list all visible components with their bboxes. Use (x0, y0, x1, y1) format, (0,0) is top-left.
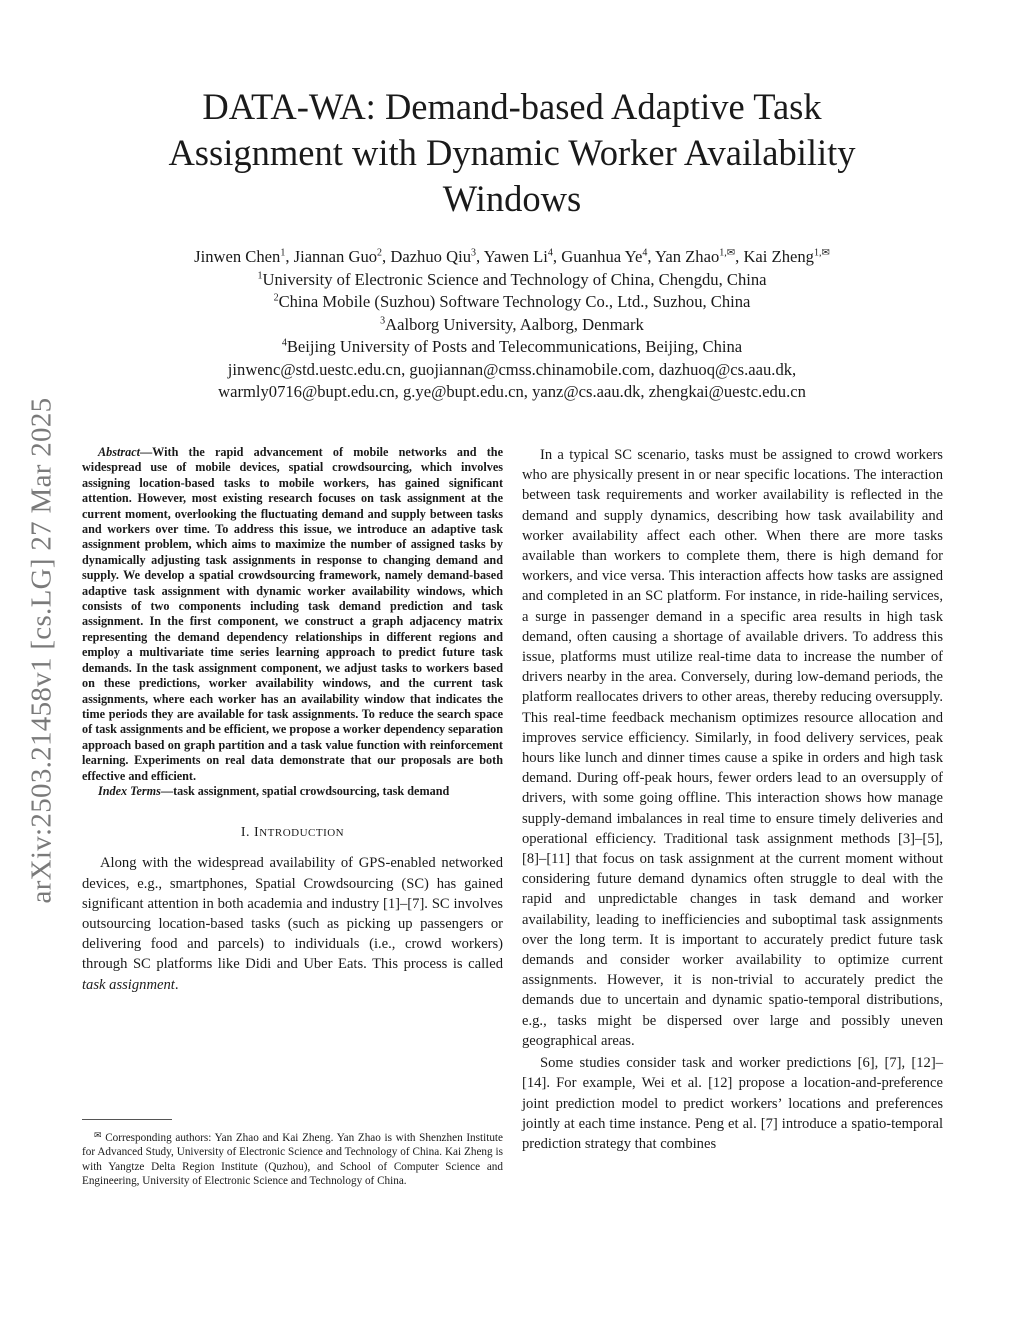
abstract (82, 445, 503, 784)
author-list: Jinwen Chen$^1$, Jiannan Guo$^2$, Dazhuo Qiu$^3$, Yawen Li$^4$, Guanhua Ye$^4$, Yan Zhao$^{1,✉}$, Kai Zheng$^{1,✉}$ (194, 247, 830, 266)
author-name: Yawen Li (483, 247, 548, 266)
email-line: warmly0716@bupt.edu.cn, g.ye@bupt.edu.cn, yanz@cs.aau.dk, zhengkai@uestc.edu.cn (218, 382, 806, 401)
body-paragraph: In a typical SC scenario, tasks must be assigned to crowd workers who are physically present in or near specific locations. The interaction between task requirements and worker availability is reflected in the demand and supply dynamics, describing how task availability and worker availability affect each other. When there are more tasks available than workers to complete them, there is high demand for workers, and vice versa. This interaction affects how tasks are assigned and completed in an SC platform. For instance, in ride-hailing services, a surge in passenger demand in a specific area results in high task demand, often causing a shortage of available drivers. To address this issue, platforms must utilize real-time data to increase the number of drivers nearby in the area. Conversely, during low-demand periods, the platform reallocates drivers to other areas, thereby reducing oversupply. This real-time feedback mechanism optimizes resource allocation and improves service efficiency. Similarly, in food delivery services, peak hours like lunch and dinner times cause a spike in orders and high task demand. During off-peak hours, fewer orders lead to an oversupply of drivers, with some going offline. This interaction shows how manage supply-demand imbalances in real time to ensure timely deliveries and operational efficiency. Traditional task assignment methods [3]–[5], [8]–[11] that focus on task assignment at the current moment without considering future demand dynamics often struggle to deal with the rapid and unpredictable changes in task demand and worker availability, leading to inefficiencies and suboptimal task assignments over the long term. It is important to accurately predict future task demands and consider worker availability to optimize current assignments. However, it is non-trivial to accurately predict the demands due to uncertain and dynamic spatio-temporal distributions, e.g., tasks might be dispersed over large and possibly uneven geographical areas. (522, 447, 943, 1049)
author-name: Dazhuo Qiu (390, 247, 471, 266)
intro-end: . (174, 976, 179, 993)
affiliation-text: Beijing University of Posts and Telecommunications, Beijing, China (286, 337, 743, 356)
abstract-text: —With the rapid advancement of mobile networks and the widespread use of mobile devices, spatial crowdsourcing, which involves assigning location-based tasks to mobile workers, has gained significant attention. However, most existing research focuses on task assignment at the current moment, overlooking the fluctuating demand and supply between tasks and workers over time. To address this issue, we introduce an adaptive task assignment problem, which aims to maximize the number of assigned tasks by dynamically adjusting task assignments in response to changing demand and supply. We develop a spatial crowdsourcing framework, namely demand-based adaptive task assignment with dynamic worker availability windows, which consists of two components including task demand prediction and task assignment. In the first component, we construct a graph adjacency matrix representing the demand dependency relationships in different regions and employ a multivariate time series learning approach to predict future task demands. In the task assignment component, we adjust tasks to workers based on these predictions, worker availability windows, and the current task assignments, where each worker has an availability window that indicates the time periods they are available for task assignments. To reduce the search space of task assignments and be efficient, we propose a worker dependency separation approach based on graph partition and a task value function with reinforcement learning. Experiments on real data demonstrate that our proposals are both effective and efficient. (82, 445, 503, 783)
section-number: I. (240, 825, 251, 841)
author-block (100, 246, 924, 404)
author-sup: 4 (547, 247, 553, 259)
paper-title (100, 84, 924, 222)
author-sup: 1,✉ (813, 247, 830, 259)
affiliation-text: Aalborg University, Aalborg, Denmark (385, 314, 644, 334)
index-terms (82, 784, 503, 799)
intro-emphasis: task assignment (82, 976, 175, 993)
author-sup: 1,✉ (719, 247, 736, 259)
section-heading-introduction (82, 825, 503, 841)
affiliation-sup: 2 (273, 292, 279, 304)
author-name: Kai Zheng (743, 247, 814, 266)
affiliation (100, 314, 924, 337)
author-name: Jiannan Guo (293, 247, 378, 266)
affiliation-text: University of Electronic Science and Technology of China, Chengdu, China (262, 269, 767, 289)
arxiv-identifier-stamp (22, 350, 62, 950)
footnote (82, 1128, 503, 1189)
section-title-rest: NTRODUCTION (259, 827, 345, 840)
title-line: Windows (442, 178, 582, 219)
index-terms-label: Index Terms (98, 783, 161, 798)
author-sup: 2 (377, 247, 383, 259)
author-sup: 4 (642, 247, 648, 259)
body-paragraph: Some studies consider task and worker predictions [6], [7], [12]–[14]. For example, Wei et al. [12] propose a location-and-preference joint prediction model to predict workers’ locations and preferences jointly at each time instance. Peng et al. [7] introduce a spatio-temporal prediction strategy that combines (522, 1055, 943, 1152)
affiliation-sup: 1 (257, 269, 263, 281)
title-line: Assignment with Dynamic Worker Availability (168, 132, 856, 173)
title-line: DATA-WA: Demand-based Adaptive Task (202, 86, 822, 127)
right-column (522, 445, 943, 1154)
affiliation (100, 336, 924, 359)
affiliation (100, 291, 924, 314)
index-terms-text: —task assignment, spatial crowdsourcing, task demand (160, 783, 450, 798)
author-name: Guanhua Ye (561, 247, 643, 266)
abstract-label: Abstract (98, 445, 140, 459)
section-title-first: I (254, 825, 260, 841)
affiliation-sup: 3 (380, 314, 386, 326)
footnote-text: Corresponding authors: Yan Zhao and Kai Zheng. Yan Zhao is with Shenzhen Institute for Advanced Study, University of Electronic Science and Technology of China. Kai Zheng is with Yangtze Delta Region Institute (Quzhou), and School of Computer Science and Engineering, University of Electronic Science and Technology of China. (82, 1132, 503, 1188)
intro-paragraph (82, 853, 503, 994)
author-sup: 1 (280, 247, 286, 259)
footnote-divider (82, 1119, 172, 1120)
affiliation (100, 269, 924, 292)
left-column (82, 445, 503, 995)
email-line: jinwenc@std.uestc.edu.cn, guojiannan@cmss.chinamobile.com, dazhuoq@cs.aau.dk, (227, 359, 797, 379)
affiliation-text: China Mobile (Suzhou) Software Technology Co., Ltd., Suzhou, China (278, 292, 751, 311)
author-sup: 3 (471, 247, 476, 259)
arxiv-identifier-text: arXiv:2503.21458v1 [cs.LG] 27 Mar 2025 (25, 397, 58, 903)
author-name: Yan Zhao (655, 247, 720, 266)
affiliation-sup: 4 (281, 337, 287, 349)
author-name: Jinwen Chen (194, 247, 281, 266)
envelope-icon: ✉ (94, 1130, 102, 1140)
intro-text: Along with the widespread availability of GPS-enabled networked devices, e.g., smartphones, Spatial Crowdsourcing (SC) has gained significant attention in both academia and industry [1]–[7]. SC involves outsourcing location-based tasks (such as picking up passengers or delivering food and parcels) to individuals (i.e., crowd workers) through SC platforms like Didi and Uber Eats. This process is called (82, 855, 503, 973)
